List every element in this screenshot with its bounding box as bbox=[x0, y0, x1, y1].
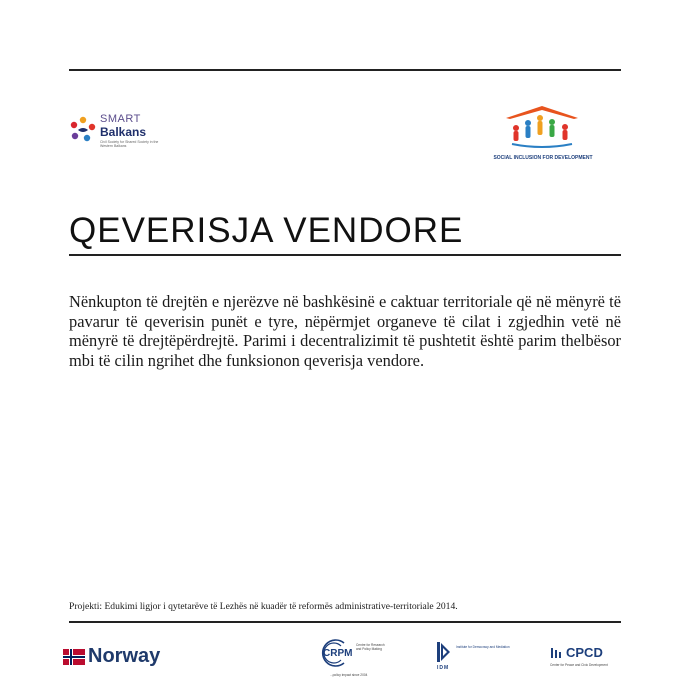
crpm-subtitle: Centre for Research and Policy Making bbox=[356, 643, 385, 651]
smart-balkans-tagline: Civil Society for Shared Society in the Western Balkans bbox=[100, 140, 159, 148]
crpm-wordmark: CRPM bbox=[323, 648, 353, 659]
norway-wordmark: Norway bbox=[88, 645, 161, 667]
smart-balkans-line1: SMART bbox=[100, 113, 141, 125]
idm-wordmark: IDM bbox=[437, 665, 450, 671]
smart-balkans-mark-icon bbox=[68, 114, 98, 144]
top-divider bbox=[69, 69, 621, 71]
cpcd-logo bbox=[550, 645, 614, 671]
crpm-tagline: ...policy impact since 2004 bbox=[330, 673, 368, 677]
norway-flag-icon bbox=[63, 649, 85, 665]
social-inclusion-logo bbox=[492, 104, 594, 164]
footer-divider bbox=[69, 621, 621, 623]
title-underline bbox=[69, 254, 621, 256]
cpcd-wordmark: CPCD bbox=[566, 645, 603, 660]
idm-subtitle: Institute for Democracy and Mediation bbox=[456, 645, 510, 649]
definition-text: Nënkupton të drejtën e njerëzve në bashkësinë e caktuar territoriale që në mënyrë të pavarur të qeverisin punët e tyre, nëpërmjet organeve të cilat i zgjedhin vetë në mënyrë të drejtëpërdrejtë. Parimi i decentralizimit të pushtetit është parim thelbësor mbi të cilin ngrihet dhe funksionon qeverisja vendore. bbox=[69, 292, 621, 370]
smart-balkans-line2: Balkans bbox=[100, 125, 147, 139]
page-title: QEVERISJA VENDORE bbox=[69, 211, 464, 250]
project-caption: Projekti: Edukimi ligjor i qytetarëve të Lezhës në kuadër të reformës administrative-territoriale 2014. bbox=[69, 601, 458, 612]
idm-mark-icon bbox=[436, 641, 452, 663]
crpm-logo bbox=[314, 639, 388, 679]
cpcd-bars-icon bbox=[550, 647, 566, 659]
norway-logo bbox=[63, 646, 181, 668]
cpcd-subtitle: Center for Peace and Civic Development bbox=[550, 663, 608, 667]
children-roof-icon bbox=[502, 104, 582, 152]
social-inclusion-caption: SOCIAL INCLUSION FOR DEVELOPMENT bbox=[493, 155, 593, 161]
smart-balkans-logo bbox=[68, 108, 188, 152]
idm-logo bbox=[436, 641, 516, 675]
